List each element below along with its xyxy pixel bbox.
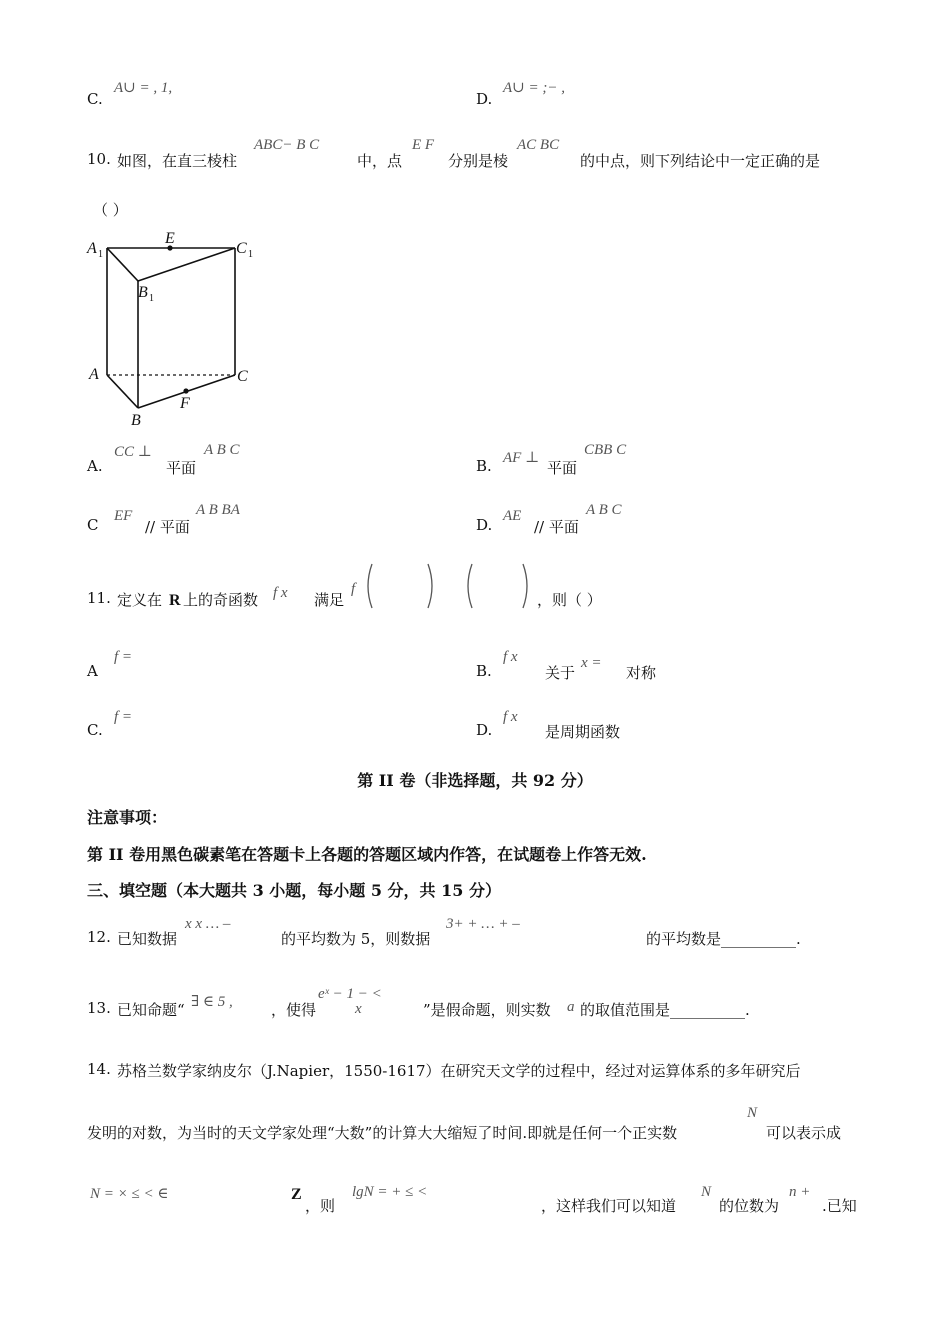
q9-option-d-letter: D. xyxy=(476,90,493,108)
q12-number: 12. xyxy=(87,928,111,946)
q10-stem-1: 如图，在直三棱柱 xyxy=(117,152,238,170)
q11-option-a-math: f = xyxy=(114,649,133,665)
q11-math-fx: f x xyxy=(273,585,288,601)
q11-option-b-letter: B. xyxy=(476,662,492,680)
q14-line-3c: 的位数为 xyxy=(719,1197,780,1215)
q11-option-a-letter: A xyxy=(87,662,98,680)
q12-math-data: x x … – xyxy=(185,916,231,932)
q11-option-c-math: f = xyxy=(114,709,133,725)
label-f: F xyxy=(180,395,190,412)
edge-b1c1 xyxy=(138,248,235,281)
q11-number: 11. xyxy=(87,589,111,607)
q10-option-b-math: AF ⊥ xyxy=(503,450,540,466)
label-b1-sub: 1 xyxy=(149,293,154,304)
prism-figure xyxy=(86,228,266,428)
q11-brackets xyxy=(360,561,540,611)
q13-stem-3: ”是假命题，则实数 xyxy=(423,1001,551,1019)
q10-option-c-plane: A B BA xyxy=(196,502,240,518)
edge-a1b1 xyxy=(107,248,138,281)
q10-option-d-text: // 平面 xyxy=(534,518,579,536)
q11-set-r: R xyxy=(169,592,181,609)
q13-math-exists: ∃ ∈ 5 , xyxy=(191,994,233,1010)
q14-math-sci: N = × ≤ < ∈ xyxy=(90,1186,169,1202)
q14-line-1: 苏格兰数学家纳皮尔（J.Napier，1550-1617）在研究天文学的过程中，经过对运算体系的多年研究后 xyxy=(117,1062,801,1080)
notice-title: 注意事项： xyxy=(87,808,168,827)
q14-math-log: lgN = + ≤ < xyxy=(352,1184,428,1200)
q13-stem-2: ，使得 xyxy=(271,1001,317,1019)
q14-line-3d: .已知 xyxy=(822,1197,857,1215)
q10-option-d-plane: A B C xyxy=(586,502,622,518)
q13-math-ineq: eˣ − 1 − < xyxy=(318,986,382,1002)
label-a1-sub: 1 xyxy=(98,249,103,260)
q11-option-b-text: 关于 xyxy=(545,664,576,682)
q13-math-a: a xyxy=(567,999,575,1015)
q10-option-c-letter: C xyxy=(87,516,99,534)
q10-option-b-letter: B. xyxy=(476,457,492,475)
notice-body: 第 II 卷用黑色碳素笔在答题卡上各题的答题区域内作答，在试题卷上作答无效. xyxy=(87,845,647,864)
label-c1: C xyxy=(236,240,247,257)
q11-option-d-letter: D. xyxy=(476,721,493,739)
q11-option-c-letter: C. xyxy=(87,721,103,739)
q10-answer-paren: （ ） xyxy=(93,201,128,219)
q14-line-2b: 可以表示成 xyxy=(766,1124,842,1142)
q11-stem-3: 满足 xyxy=(314,591,345,609)
q11-stem-4: ，则（ ） xyxy=(537,591,602,609)
q11-option-b-math: f x xyxy=(503,649,518,665)
q10-option-a-plane: A B C xyxy=(204,442,240,458)
q14-line-2: 发明的对数，为当时的天文学家处理“大数”的计算大大缩短了时间.即就是任何一个正实数 xyxy=(87,1124,678,1142)
q10-option-d-math: AE xyxy=(503,508,522,524)
q11-math-f: f xyxy=(351,581,356,597)
q13-stem-4: 的取值范围是__________. xyxy=(580,1001,750,1019)
q9-option-c-math: A∪ = , 1, xyxy=(114,80,173,96)
label-b: B xyxy=(131,412,141,428)
q11-option-b-text-2: 对称 xyxy=(626,664,657,682)
q12-stem-1: 已知数据 xyxy=(117,930,178,948)
q13-math-denominator: x xyxy=(355,1001,362,1017)
q10-option-a-letter: A. xyxy=(87,457,103,475)
q10-number: 10. xyxy=(87,150,111,168)
point-f xyxy=(183,388,188,393)
q10-option-b-plane: CBB C xyxy=(584,442,627,458)
q10-option-c-math: EF xyxy=(114,508,133,524)
q12-stem-2: 的平均数为 5，则数据 xyxy=(281,930,431,948)
label-c: C xyxy=(237,368,248,385)
q14-math-n-2: N xyxy=(701,1184,712,1200)
q14-line-3b: ，这样我们可以知道 xyxy=(541,1197,677,1215)
q10-stem-4: 的中点，则下列结论中一定正确的是 xyxy=(580,152,821,170)
label-e: E xyxy=(165,230,175,247)
part2-title: 第 II 卷（非选择题，共 92 分） xyxy=(357,771,593,790)
q11-option-b-math-2: x = xyxy=(581,655,602,671)
q11-stem-2: 上的奇函数 xyxy=(183,591,259,609)
q13-number: 13. xyxy=(87,999,111,1017)
q10-option-d-letter: D. xyxy=(476,516,493,534)
q12-math-new-data: 3+ + … + – xyxy=(446,916,520,932)
label-c1-sub: 1 xyxy=(248,249,253,260)
q14-math-digits: n + xyxy=(789,1184,811,1200)
q10-option-c-text: // 平面 xyxy=(145,518,190,536)
label-b1: B xyxy=(138,284,148,301)
edge-ab xyxy=(107,375,138,408)
q11-option-d-text: 是周期函数 xyxy=(545,723,621,741)
q10-option-a-text: 平面 xyxy=(166,459,197,477)
q14-line-3a: ，则 xyxy=(305,1197,336,1215)
q10-option-a-math: CC ⊥ xyxy=(114,444,152,460)
q11-stem-1: 定义在 xyxy=(117,591,163,609)
q10-math-prism: ABC− B C xyxy=(254,137,320,153)
q14-math-n: N xyxy=(747,1105,758,1121)
q13-stem-1: 已知命题“ xyxy=(117,1001,185,1019)
q10-stem-3: 分别是棱 xyxy=(448,152,509,170)
q10-option-b-text: 平面 xyxy=(547,459,578,477)
q9-option-d-math: A∪ = ;− , xyxy=(503,80,565,96)
label-a1: A xyxy=(87,240,97,257)
section-title: 三、填空题（本大题共 3 小题，每小题 5 分，共 15 分） xyxy=(87,881,501,900)
q12-stem-3: 的平均数是__________. xyxy=(646,930,801,948)
q10-stem-2: 中，点 xyxy=(357,152,403,170)
q14-number: 14. xyxy=(87,1060,111,1078)
q10-math-edges: AC BC xyxy=(517,137,560,153)
q9-option-c-letter: C. xyxy=(87,90,103,108)
q11-option-d-math: f x xyxy=(503,709,518,725)
label-a: A xyxy=(89,366,99,383)
q10-math-ef: E F xyxy=(412,137,435,153)
q14-set-z: Z xyxy=(291,1186,302,1203)
